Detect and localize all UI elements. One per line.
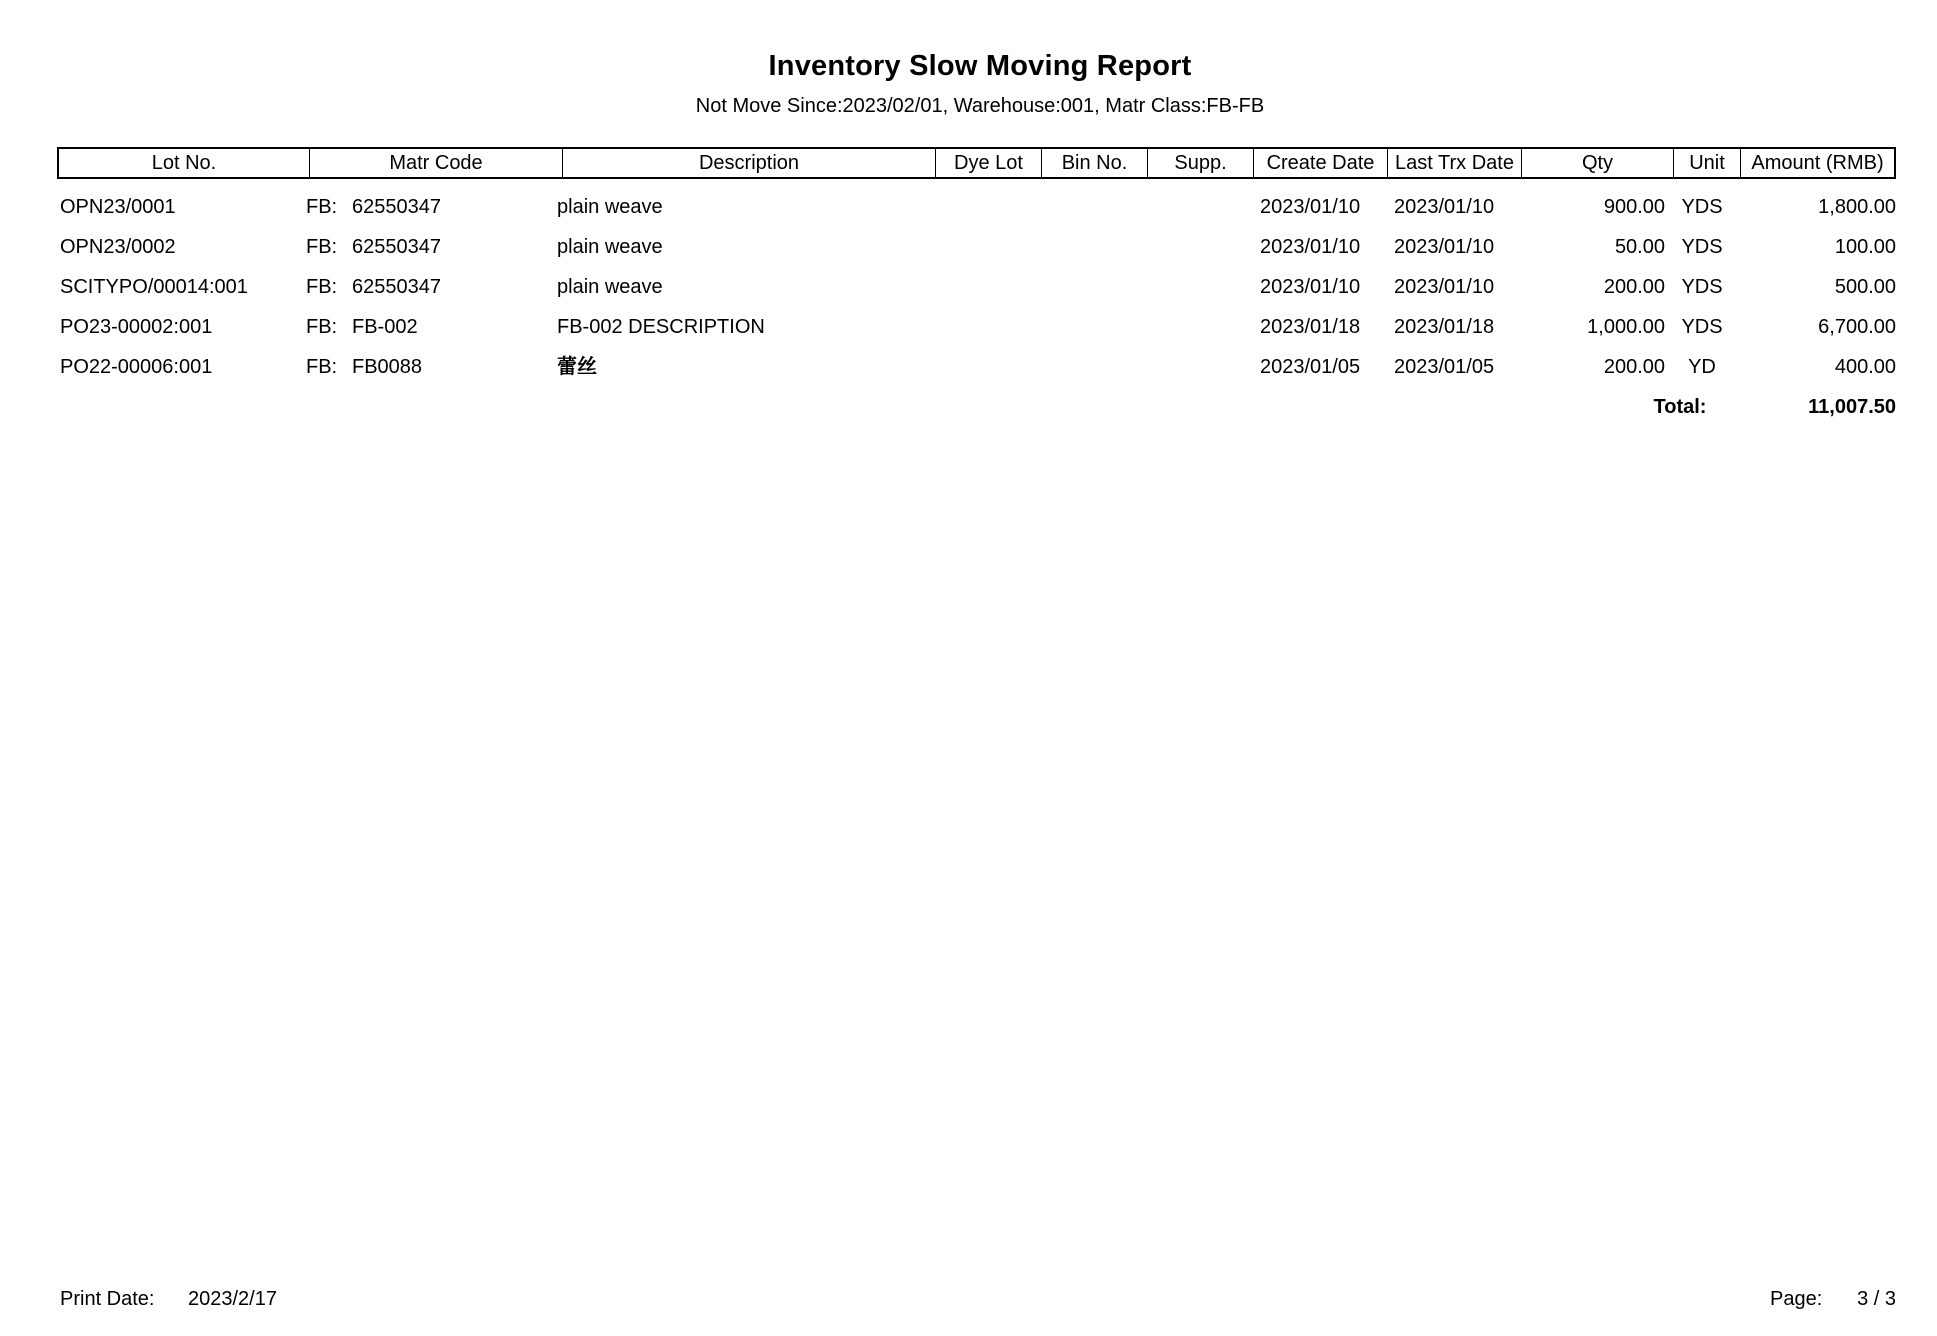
table-row bbox=[0, 350, 1937, 384]
cell-matr-prefix: FB: bbox=[306, 236, 338, 258]
cell-last-trx-date: 2023/01/18 bbox=[1394, 316, 1495, 338]
cell-unit: YD bbox=[1688, 356, 1716, 378]
cell-unit: YDS bbox=[1681, 236, 1723, 258]
header-bin-no: Bin No. bbox=[1042, 149, 1148, 177]
page-label: Page: bbox=[1770, 1288, 1823, 1310]
cell-create-date: 2023/01/05 bbox=[1260, 356, 1361, 378]
cell-description: FB-002 DESCRIPTION bbox=[557, 316, 765, 338]
header-description: Description bbox=[563, 149, 936, 177]
cell-create-date: 2023/01/10 bbox=[1260, 236, 1361, 258]
report-subtitle: Not Move Since:2023/02/01, Warehouse:001, Matr Class:FB-FB bbox=[695, 95, 1265, 117]
cell-qty: 900.00 bbox=[1603, 196, 1665, 218]
cell-matr-code: 62550347 bbox=[352, 196, 441, 218]
cell-matr-code: FB0088 bbox=[352, 356, 423, 378]
cell-last-trx-date: 2023/01/05 bbox=[1394, 356, 1495, 378]
cell-description: plain weave bbox=[557, 236, 663, 258]
cell-description: plain weave bbox=[557, 196, 663, 218]
cell-lot-no: PO22-00006:001 bbox=[60, 356, 213, 378]
print-date-value: 2023/2/17 bbox=[188, 1288, 277, 1310]
cell-lot-no: OPN23/0002 bbox=[60, 236, 176, 258]
header-amount: Amount (RMB) bbox=[1751, 152, 1884, 174]
header-last-trx-date: Last Trx Date bbox=[1388, 149, 1522, 177]
report-title: Inventory Slow Moving Report bbox=[768, 50, 1192, 82]
table-row bbox=[0, 310, 1937, 344]
cell-qty: 200.00 bbox=[1603, 276, 1665, 298]
cell-create-date: 2023/01/18 bbox=[1260, 316, 1361, 338]
cell-amount: 400.00 bbox=[1834, 356, 1896, 378]
cell-matr-code: FB-002 bbox=[352, 316, 418, 338]
cell-lot-no: OPN23/0001 bbox=[60, 196, 176, 218]
header-dye-lot: Dye Lot bbox=[936, 149, 1042, 177]
cell-create-date: 2023/01/10 bbox=[1260, 276, 1361, 298]
cell-qty: 1,000.00 bbox=[1587, 316, 1665, 338]
cell-last-trx-date: 2023/01/10 bbox=[1394, 236, 1495, 258]
cell-description: 蕾丝 bbox=[557, 356, 597, 378]
cell-qty: 200.00 bbox=[1603, 356, 1665, 378]
print-date-label: Print Date: bbox=[60, 1288, 155, 1310]
header-qty: Qty bbox=[1522, 149, 1674, 177]
header-unit: Unit bbox=[1674, 149, 1741, 177]
cell-matr-prefix: FB: bbox=[306, 356, 338, 378]
table-row bbox=[0, 230, 1937, 264]
table-header bbox=[57, 147, 1896, 179]
header-matr-code: Matr Code bbox=[310, 149, 563, 177]
cell-matr-code: 62550347 bbox=[352, 236, 441, 258]
cell-amount: 6,700.00 bbox=[1818, 316, 1896, 338]
total-label: Total: bbox=[1653, 396, 1707, 418]
cell-qty: 50.00 bbox=[1614, 236, 1665, 258]
total-amount: 11,007.50 bbox=[1808, 396, 1896, 418]
cell-lot-no: PO23-00002:001 bbox=[60, 316, 213, 338]
header-lot-no: Lot No. bbox=[59, 149, 310, 177]
cell-unit: YDS bbox=[1681, 196, 1723, 218]
header-create-date: Create Date bbox=[1254, 149, 1388, 177]
cell-amount: 100.00 bbox=[1834, 236, 1896, 258]
cell-amount: 1,800.00 bbox=[1818, 196, 1896, 218]
cell-unit: YDS bbox=[1681, 276, 1723, 298]
table-row bbox=[0, 270, 1937, 304]
cell-matr-prefix: FB: bbox=[306, 316, 338, 338]
table-row bbox=[0, 190, 1937, 224]
cell-unit: YDS bbox=[1681, 316, 1723, 338]
cell-lot-no: SCITYPO/00014:001 bbox=[60, 276, 248, 298]
header-supp: Supp. bbox=[1148, 149, 1254, 177]
cell-matr-code: 62550347 bbox=[352, 276, 441, 298]
cell-create-date: 2023/01/10 bbox=[1260, 196, 1361, 218]
page-number: 3 / 3 bbox=[1857, 1288, 1896, 1310]
cell-matr-prefix: FB: bbox=[306, 276, 338, 298]
cell-matr-prefix: FB: bbox=[306, 196, 338, 218]
cell-last-trx-date: 2023/01/10 bbox=[1394, 196, 1495, 218]
cell-last-trx-date: 2023/01/10 bbox=[1394, 276, 1495, 298]
cell-description: plain weave bbox=[557, 276, 663, 298]
cell-amount: 500.00 bbox=[1834, 276, 1896, 298]
